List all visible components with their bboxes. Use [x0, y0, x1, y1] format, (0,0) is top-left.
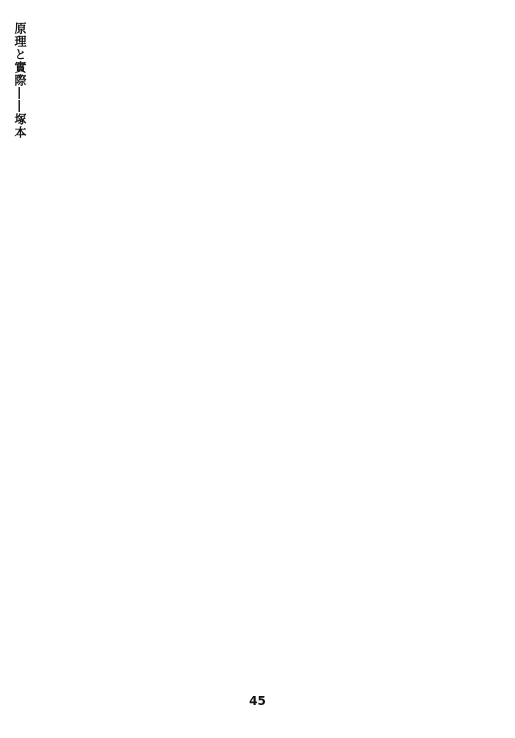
body-text	[38, 40, 493, 680]
running-header: 原理と實際――塚本	[13, 22, 27, 139]
page-number: 45	[249, 694, 266, 708]
